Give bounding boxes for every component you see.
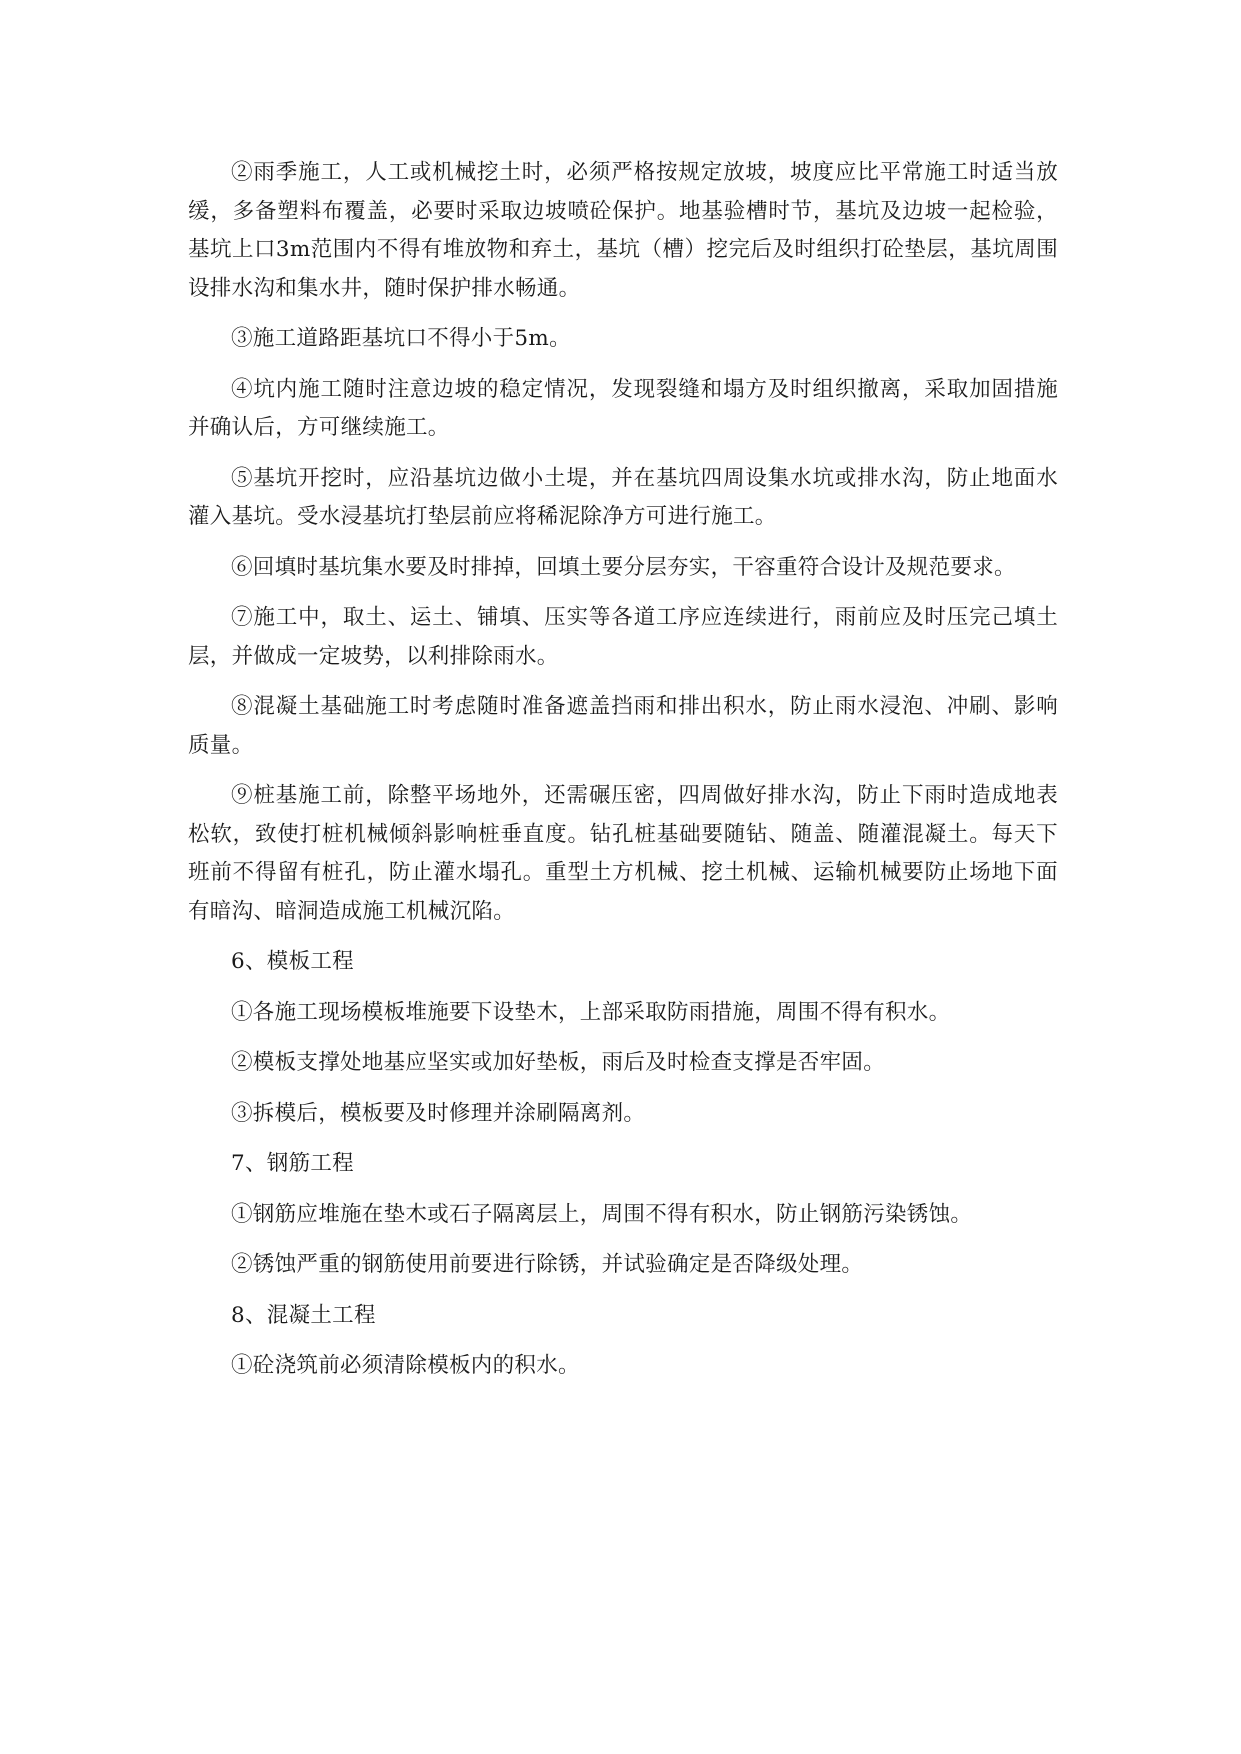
- paragraph-earthwork-sequence: ⑦施工中，取土、运土、铺填、压实等各道工序应连续进行，雨前应及时压完己填土层，并做成一定坡势，以利排除雨水。: [188, 605, 1058, 669]
- paragraph-road-distance: ③施工道路距基坑口不得小于5m。: [231, 326, 571, 351]
- paragraph-slope-stability: ④坑内施工随时注意边坡的稳定情况，发现裂缝和塌方及时组织撤离，采取加固措施并确认后，方可继续施工。: [188, 376, 1058, 440]
- section-heading-concrete: 8、混凝土工程: [231, 1302, 376, 1328]
- section-heading-formwork: 6、模板工程: [231, 949, 354, 974]
- section-heading-rebar: 7、钢筋工程: [231, 1151, 354, 1176]
- paragraph-formwork-removal: ③拆模后，模板要及时修理并涂刷隔离剂。: [231, 1100, 646, 1126]
- paragraph-rainy-season-excavation: ②雨季施工，人工或机械挖土时，必须严格按规定放坡，坡度应比平常施工时适当放缓，多备塑料布覆盖，必要时采取边坡喷砼保护。地基验槽时节，基坑及边坡一起检验，基坑上口3m范围内不得有堆放物和弃土，基坑（槽）挖完后及时组织打砼垫层，基坑周围设排水沟和集水井，随时保护排水畅通。: [188, 160, 1058, 301]
- paragraph-backfill: ⑥回填时基坑集水要及时排掉，回填土要分层夯实，干容重符合设计及规范要求。: [231, 554, 1016, 580]
- paragraph-pile-foundation: ⑨桩基施工前，除整平场地外，还需碾压密，四周做好排水沟，防止下雨时造成地表松软，致使打桩机械倾斜影响桩垂直度。钻孔桩基础要随钻、随盖、随灌混凝土。每天下班前不得留有桩孔，防止灌水塌孔。重型土方机械、挖土机械、运输机械要防止场地下面有暗沟、暗洞造成施工机械沉陷。: [188, 783, 1058, 924]
- paragraph-rebar-storage: ①钢筋应堆施在垫木或石子隔离层上，周围不得有积水，防止钢筋污染锈蚀。: [231, 1201, 973, 1227]
- paragraph-foundation-pit-excavation: ⑤基坑开挖时，应沿基坑边做小土堤，并在基坑四周设集水坑或排水沟，防止地面水灌入基坑。受水浸基坑打垫层前应将稀泥除净方可进行施工。: [188, 465, 1058, 529]
- paragraph-formwork-support: ②模板支撑处地基应坚实或加好垫板，雨后及时检查支撑是否牢固。: [231, 1050, 886, 1075]
- paragraph-concrete-foundation: ⑧混凝土基础施工时考虑随时准备遮盖挡雨和排出积水，防止雨水浸泡、冲刷、影响质量。: [188, 694, 1058, 758]
- document-body: [188, 154, 1058, 1398]
- paragraph-formwork-storage: ①各施工现场模板堆施要下设垫木，上部采取防雨措施，周围不得有积水。: [231, 999, 951, 1025]
- paragraph-rebar-rust: ②锈蚀严重的钢筋使用前要进行除锈，并试验确定是否降级处理。: [231, 1252, 864, 1277]
- paragraph-concrete-pouring: ①砼浇筑前必须清除模板内的积水。: [231, 1353, 580, 1378]
